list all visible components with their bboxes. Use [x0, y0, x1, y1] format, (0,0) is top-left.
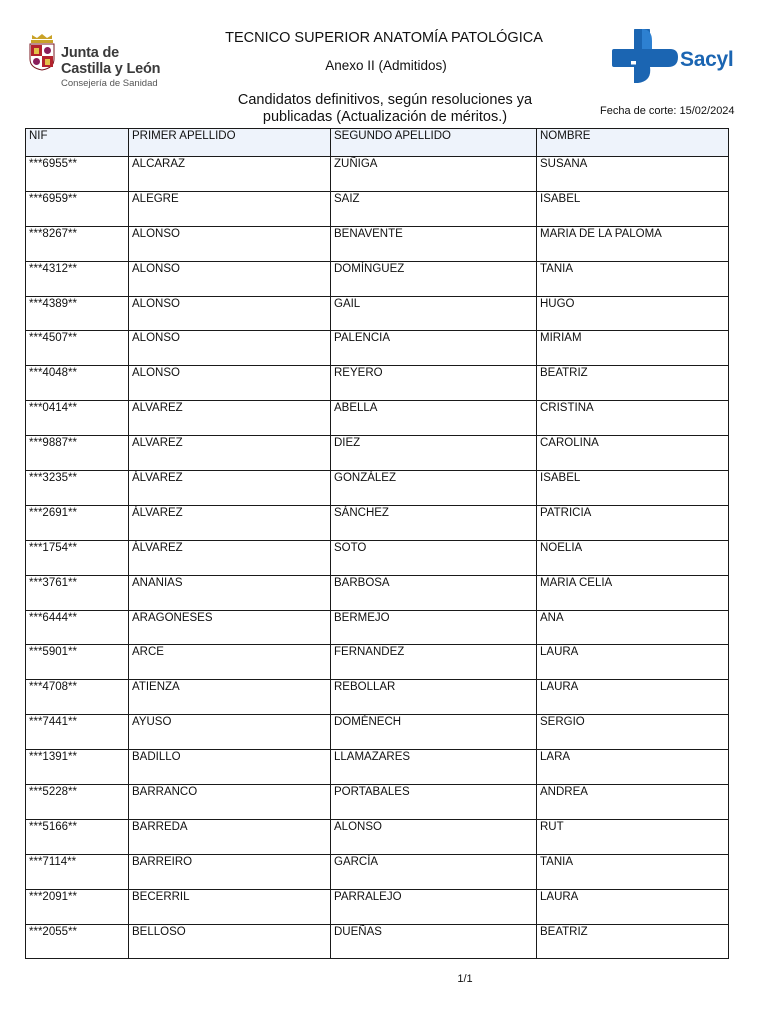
cell-nif: ***6955** — [26, 157, 129, 192]
cell-primer-apellido: ARAGONESES — [129, 610, 331, 645]
org-logo-line2: Castilla y León — [61, 61, 161, 77]
cell-nif: ***9887** — [26, 436, 129, 471]
cell-primer-apellido: BELLOSO — [129, 924, 331, 959]
cell-primer-apellido: ALONSO — [129, 366, 331, 401]
cell-nif: ***5166** — [26, 819, 129, 854]
cell-primer-apellido: ALONSO — [129, 296, 331, 331]
cell-nif: ***1754** — [26, 540, 129, 575]
cell-nombre: PATRICIA — [537, 505, 729, 540]
cell-nombre: MARIA CELIA — [537, 575, 729, 610]
cell-nif: ***4389** — [26, 296, 129, 331]
table-row — [26, 645, 729, 680]
table-row — [26, 785, 729, 820]
cell-nombre: ANA — [537, 610, 729, 645]
cell-nombre: SERGIO — [537, 715, 729, 750]
cutoff-date: Fecha de corte: 15/02/2024 — [600, 105, 735, 117]
table-row — [26, 471, 729, 506]
document-title: TECNICO SUPERIOR ANATOMÍA PATOLÓGICA — [225, 30, 543, 46]
cell-primer-apellido: ÁLVAREZ — [129, 540, 331, 575]
cell-nombre: ANDREA — [537, 785, 729, 820]
cell-nombre: BEATRIZ — [537, 924, 729, 959]
cell-nif: ***7441** — [26, 715, 129, 750]
description-line-2: publicadas (Actualización de méritos.) — [262, 109, 508, 125]
cell-nif: ***5228** — [26, 785, 129, 820]
cell-nombre: CRISTINA — [537, 401, 729, 436]
cell-nif: ***2691** — [26, 505, 129, 540]
cell-primer-apellido: ALEGRE — [129, 191, 331, 226]
cell-primer-apellido: ARCE — [129, 645, 331, 680]
cell-nif: ***2091** — [26, 889, 129, 924]
cell-nif: ***0414** — [26, 401, 129, 436]
cell-segundo-apellido: DOMÍNGUEZ — [331, 261, 537, 296]
cell-primer-apellido: ATIENZA — [129, 680, 331, 715]
cell-primer-apellido: ALCARAZ — [129, 157, 331, 192]
cell-primer-apellido: ALONSO — [129, 261, 331, 296]
sacyl-cross-icon — [612, 29, 678, 89]
table-row — [26, 296, 729, 331]
table-row — [26, 366, 729, 401]
candidates-table — [25, 128, 729, 959]
cell-primer-apellido: ALVAREZ — [129, 401, 331, 436]
column-header-segundo-apellido: SEGUNDO APELLIDO — [331, 129, 537, 157]
page-number: 1/1 — [457, 973, 473, 985]
cell-segundo-apellido: ALONSO — [331, 819, 537, 854]
cell-primer-apellido: ÁLVAREZ — [129, 505, 331, 540]
cell-nif: ***4507** — [26, 331, 129, 366]
table-row — [26, 854, 729, 889]
table-row — [26, 226, 729, 261]
table-row — [26, 924, 729, 959]
cell-nombre: LAURA — [537, 680, 729, 715]
table-row — [26, 889, 729, 924]
description-line-1: Candidatos definitivos, según resoluciones ya — [237, 92, 533, 108]
cell-primer-apellido: BECERRIL — [129, 889, 331, 924]
cell-segundo-apellido: PARRALEJO — [331, 889, 537, 924]
cell-nif: ***4048** — [26, 366, 129, 401]
table-row — [26, 680, 729, 715]
cell-segundo-apellido: GARCÍA — [331, 854, 537, 889]
cell-nombre: CAROLINA — [537, 436, 729, 471]
cell-nombre: LAURA — [537, 645, 729, 680]
cell-nif: ***7114** — [26, 854, 129, 889]
cell-nif: ***2055** — [26, 924, 129, 959]
cell-segundo-apellido: DUEÑAS — [331, 924, 537, 959]
cell-nombre: ISABEL — [537, 191, 729, 226]
cell-nombre: TANIA — [537, 854, 729, 889]
cell-nombre: BEATRIZ — [537, 366, 729, 401]
table-row — [26, 157, 729, 192]
cell-primer-apellido: ÁLVAREZ — [129, 471, 331, 506]
cell-primer-apellido: BADILLO — [129, 750, 331, 785]
cell-segundo-apellido: BERMEJO — [331, 610, 537, 645]
table-row — [26, 436, 729, 471]
cell-nif: ***6959** — [26, 191, 129, 226]
cell-segundo-apellido: GAIL — [331, 296, 537, 331]
cell-segundo-apellido: BARBOSA — [331, 575, 537, 610]
cell-primer-apellido: BARREDA — [129, 819, 331, 854]
cell-segundo-apellido: SOTO — [331, 540, 537, 575]
cell-nombre: HUGO — [537, 296, 729, 331]
sacyl-logo-text: Sacyl — [680, 48, 734, 71]
cell-primer-apellido: BARRANCO — [129, 785, 331, 820]
table-row — [26, 715, 729, 750]
org-logo-line1: Junta de — [61, 45, 120, 61]
cell-primer-apellido: ALVAREZ — [129, 436, 331, 471]
cell-segundo-apellido: DOMÈNECH — [331, 715, 537, 750]
column-header-nif: NIF — [26, 129, 129, 157]
cell-nombre: ISABEL — [537, 471, 729, 506]
document-subtitle: Anexo II (Admitidos) — [325, 58, 447, 73]
cell-segundo-apellido: LLAMAZARES — [331, 750, 537, 785]
table-row — [26, 540, 729, 575]
cell-primer-apellido: ALONSO — [129, 226, 331, 261]
table-row — [26, 750, 729, 785]
cell-nombre: LAURA — [537, 889, 729, 924]
cell-segundo-apellido: SÁNCHEZ — [331, 505, 537, 540]
cell-segundo-apellido: DIEZ — [331, 436, 537, 471]
cell-nombre: MARIA DE LA PALOMA — [537, 226, 729, 261]
cell-nif: ***4708** — [26, 680, 129, 715]
cell-nif: ***4312** — [26, 261, 129, 296]
cell-nombre: TANIA — [537, 261, 729, 296]
cell-nif: ***6444** — [26, 610, 129, 645]
cell-segundo-apellido: PALENCIA — [331, 331, 537, 366]
cell-segundo-apellido: PORTABALES — [331, 785, 537, 820]
table-header-row — [26, 129, 729, 157]
table-row — [26, 575, 729, 610]
table-row — [26, 191, 729, 226]
cell-segundo-apellido: FERNANDEZ — [331, 645, 537, 680]
table-row — [26, 331, 729, 366]
sacyl-logo — [612, 29, 752, 89]
cell-nif: ***8267** — [26, 226, 129, 261]
table-row — [26, 505, 729, 540]
table-row — [26, 610, 729, 645]
cell-nif: ***5901** — [26, 645, 129, 680]
cell-nombre: SUSANA — [537, 157, 729, 192]
cell-segundo-apellido: SAIZ — [331, 191, 537, 226]
cell-segundo-apellido: REBOLLAR — [331, 680, 537, 715]
cell-nif: ***1391** — [26, 750, 129, 785]
cell-segundo-apellido: GONZÁLEZ — [331, 471, 537, 506]
table-row — [26, 401, 729, 436]
cell-primer-apellido: ANANIAS — [129, 575, 331, 610]
column-header-primer-apellido: PRIMER APELLIDO — [129, 129, 331, 157]
table-row — [26, 261, 729, 296]
cell-segundo-apellido: REYERO — [331, 366, 537, 401]
cell-primer-apellido: ALONSO — [129, 331, 331, 366]
cell-nombre: LARA — [537, 750, 729, 785]
table-row — [26, 819, 729, 854]
cell-nif: ***3761** — [26, 575, 129, 610]
cell-nombre: RUT — [537, 819, 729, 854]
document-description — [190, 92, 580, 126]
cell-segundo-apellido: BENAVENTE — [331, 226, 537, 261]
cell-nombre: MIRIAM — [537, 331, 729, 366]
cell-segundo-apellido: ABELLA — [331, 401, 537, 436]
cell-nif: ***3235** — [26, 471, 129, 506]
cell-primer-apellido: BARREIRO — [129, 854, 331, 889]
org-logo-line3: Consejería de Sanidad — [61, 78, 158, 89]
cell-nombre: NOELIA — [537, 540, 729, 575]
cell-segundo-apellido: ZUÑIGA — [331, 157, 537, 192]
column-header-nombre: NOMBRE — [537, 129, 729, 157]
cell-primer-apellido: AYUSO — [129, 715, 331, 750]
